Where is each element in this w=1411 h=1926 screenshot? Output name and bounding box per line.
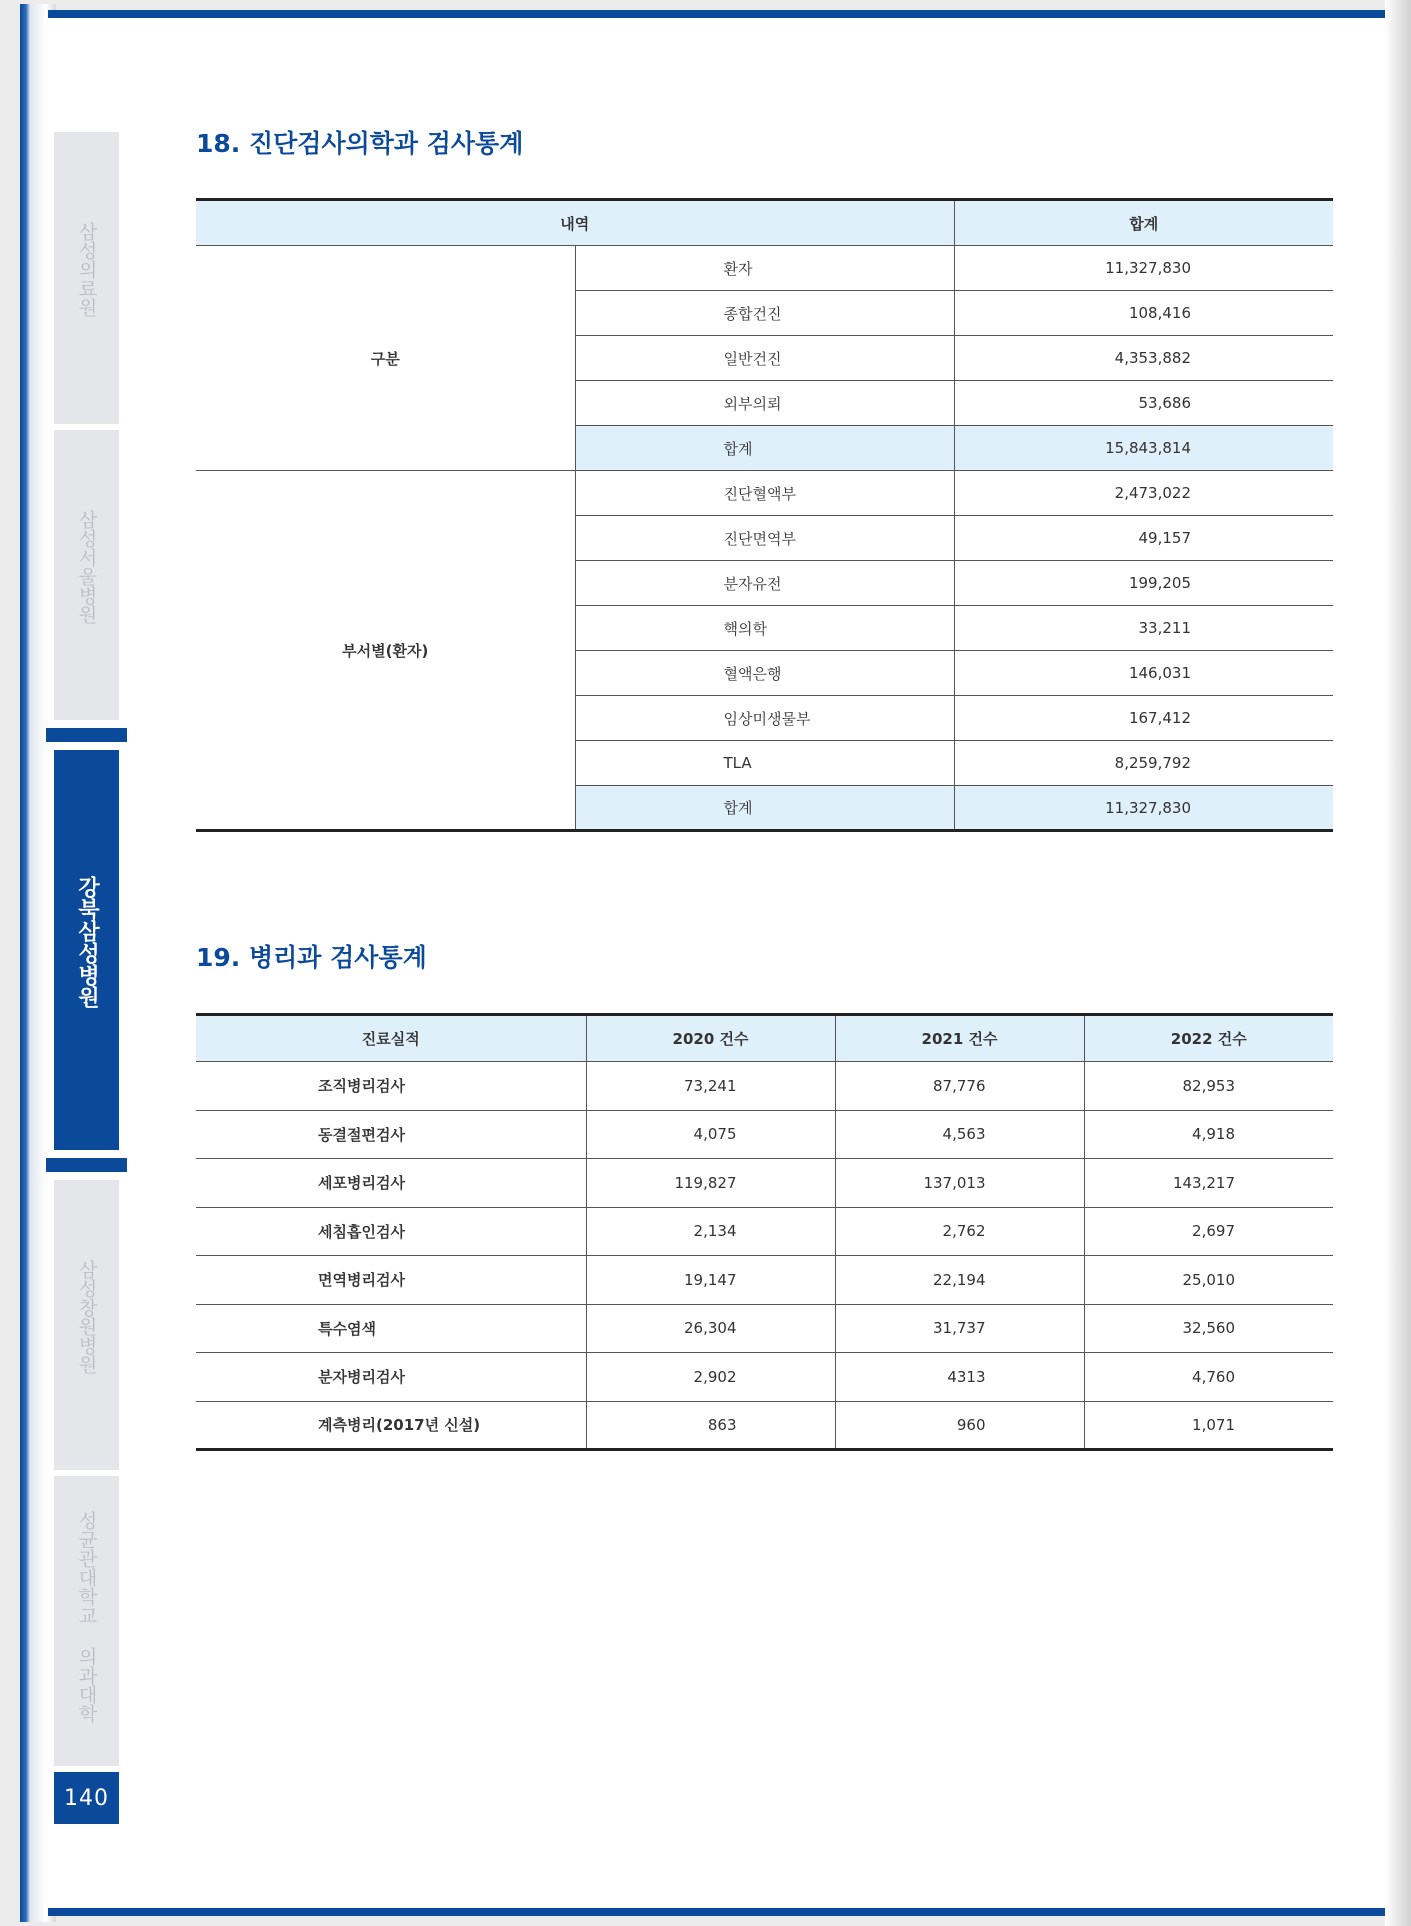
row-label: 특수염색 <box>196 1304 586 1353</box>
section-19-title: 19. 병리과 검사통계 <box>196 943 427 972</box>
value-2022: 32,560 <box>1084 1304 1333 1353</box>
row-label: 외부의뢰 <box>575 381 954 426</box>
row-value: 11,327,830 <box>954 246 1333 291</box>
table-row <box>196 1110 1333 1159</box>
row-value: 146,031 <box>954 651 1333 696</box>
side-tab-label: 삼성의료원 <box>75 222 98 317</box>
side-tab-label: 삼성창원병원 <box>75 1260 98 1374</box>
table-row <box>196 1353 1333 1402</box>
lab-medicine-stats-table <box>196 198 1333 832</box>
row-value: 53,686 <box>954 381 1333 426</box>
value-2021: 960 <box>835 1401 1084 1450</box>
value-2022: 25,010 <box>1084 1256 1333 1305</box>
value-2020: 73,241 <box>586 1062 835 1111</box>
value-2021: 31,737 <box>835 1304 1084 1353</box>
table-row <box>196 1256 1333 1305</box>
row-label: 임상미생물부 <box>575 696 954 741</box>
row-value: 108,416 <box>954 291 1333 336</box>
value-2020: 863 <box>586 1401 835 1450</box>
page-number: 140 <box>54 1772 119 1824</box>
row-label: 세침흡인검사 <box>196 1207 586 1256</box>
header-category: 진료실적 <box>196 1015 586 1062</box>
row-label: 일반건진 <box>575 336 954 381</box>
value-2021: 2,762 <box>835 1207 1084 1256</box>
row-label: 합계 <box>575 786 954 831</box>
value-2022: 4,760 <box>1084 1353 1333 1402</box>
header-item: 내역 <box>196 200 954 246</box>
side-tab-skku-medical-school[interactable] <box>54 1476 119 1766</box>
side-tab-samsung-seoul-hospital[interactable] <box>54 430 119 720</box>
side-tab-label: 삼성서울병원 <box>75 510 98 624</box>
value-2021: 87,776 <box>835 1062 1084 1111</box>
header-2022: 2022 건수 <box>1084 1015 1333 1062</box>
row-label: TLA <box>575 741 954 786</box>
value-2020: 119,827 <box>586 1159 835 1208</box>
row-value: 8,259,792 <box>954 741 1333 786</box>
value-2020: 2,134 <box>586 1207 835 1256</box>
row-label: 분자유전 <box>575 561 954 606</box>
table-row <box>196 471 1333 516</box>
row-value: 2,473,022 <box>954 471 1333 516</box>
row-value: 49,157 <box>954 516 1333 561</box>
row-value: 199,205 <box>954 561 1333 606</box>
row-label: 혈액은행 <box>575 651 954 696</box>
side-tab-label: 강북삼성병원 <box>74 876 100 1008</box>
side-tab-samsung-medical-center[interactable] <box>54 132 119 424</box>
value-2022: 4,918 <box>1084 1110 1333 1159</box>
side-tab-samsung-changwon-hospital[interactable] <box>54 1180 119 1470</box>
row-label: 면역병리검사 <box>196 1256 586 1305</box>
value-2021: 4313 <box>835 1353 1084 1402</box>
row-label: 핵의학 <box>575 606 954 651</box>
page-edge-shadow <box>1385 0 1411 1926</box>
row-value: 4,353,882 <box>954 336 1333 381</box>
header-total: 합계 <box>954 200 1333 246</box>
row-label: 진단혈액부 <box>575 471 954 516</box>
row-label: 조직병리검사 <box>196 1062 586 1111</box>
value-2022: 82,953 <box>1084 1062 1333 1111</box>
table-row <box>196 1304 1333 1353</box>
header-2021: 2021 건수 <box>835 1015 1084 1062</box>
table-row <box>196 1062 1333 1111</box>
table-row <box>196 1159 1333 1208</box>
row-label: 세포병리검사 <box>196 1159 586 1208</box>
value-2022: 143,217 <box>1084 1159 1333 1208</box>
header-2020: 2020 건수 <box>586 1015 835 1062</box>
value-2020: 26,304 <box>586 1304 835 1353</box>
table-header-row <box>196 1015 1333 1062</box>
row-label: 환자 <box>575 246 954 291</box>
side-tab-kangbuk-samsung-hospital[interactable] <box>54 750 119 1150</box>
value-2020: 4,075 <box>586 1110 835 1159</box>
value-2021: 137,013 <box>835 1159 1084 1208</box>
pathology-stats-table <box>196 1013 1333 1451</box>
row-value: 167,412 <box>954 696 1333 741</box>
row-label: 동결절편검사 <box>196 1110 586 1159</box>
table-row <box>196 1207 1333 1256</box>
value-2020: 2,902 <box>586 1353 835 1402</box>
value-2022: 2,697 <box>1084 1207 1333 1256</box>
row-label: 종합건진 <box>575 291 954 336</box>
value-2020: 19,147 <box>586 1256 835 1305</box>
table-header-row <box>196 200 1333 246</box>
section-18-title: 18. 진단검사의학과 검사통계 <box>196 129 524 158</box>
row-value: 11,327,830 <box>954 786 1333 831</box>
table-row <box>196 1401 1333 1450</box>
row-value: 15,843,814 <box>954 426 1333 471</box>
row-label: 분자병리검사 <box>196 1353 586 1402</box>
group-label: 구분 <box>196 246 575 471</box>
group-label: 부서별(환자) <box>196 471 575 831</box>
row-label: 진단면역부 <box>575 516 954 561</box>
value-2021: 4,563 <box>835 1110 1084 1159</box>
row-value: 33,211 <box>954 606 1333 651</box>
table-row <box>196 246 1333 291</box>
side-tab-label: 성균관대학교 의과대학 <box>75 1511 98 1723</box>
row-label: 계측병리(2017년 신설) <box>196 1401 586 1450</box>
value-2022: 1,071 <box>1084 1401 1333 1450</box>
value-2021: 22,194 <box>835 1256 1084 1305</box>
row-label: 합계 <box>575 426 954 471</box>
